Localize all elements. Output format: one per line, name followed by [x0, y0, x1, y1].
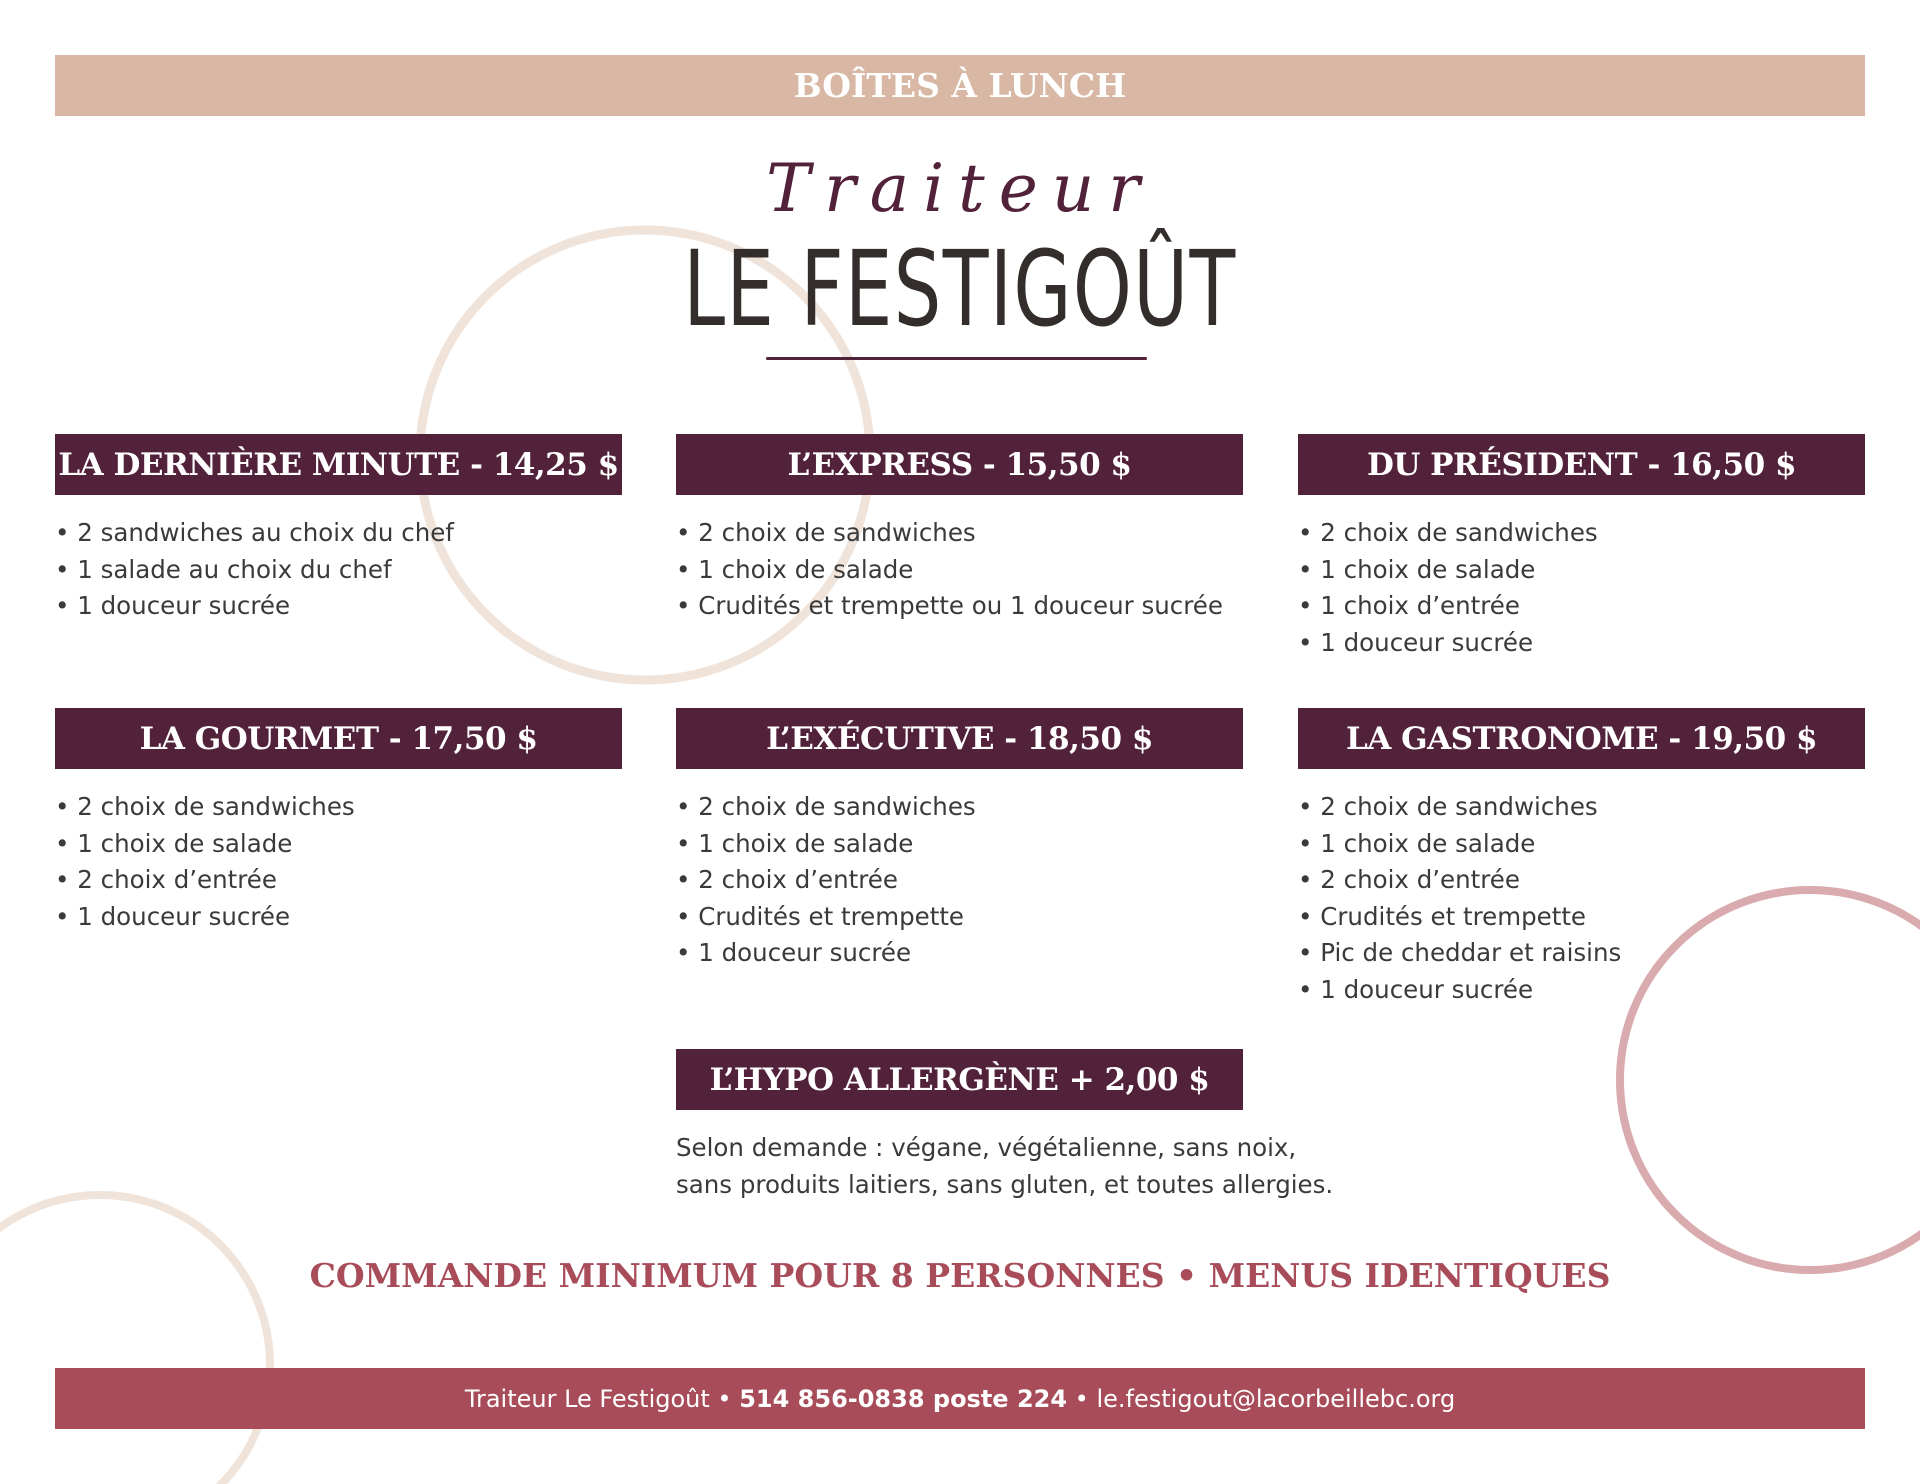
menu-items	[55, 789, 625, 935]
list-item: • 1 choix de salade	[676, 826, 1246, 863]
menu-items	[676, 789, 1246, 972]
separator: •	[1067, 1384, 1097, 1413]
list-item: • Crudités et trempette	[676, 899, 1246, 936]
list-item: • 2 choix de sandwiches	[1298, 515, 1868, 552]
list-item: • Pic de cheddar et raisins	[1298, 935, 1868, 972]
menu-header: LA GASTRONOME - 19,50 $	[1298, 708, 1865, 769]
list-item: • 1 choix de salade	[676, 552, 1246, 589]
list-item: • 1 douceur sucrée	[676, 935, 1246, 972]
list-item: • 1 douceur sucrée	[1298, 625, 1868, 662]
menu-items	[676, 515, 1246, 625]
hypo-description	[676, 1130, 1333, 1203]
list-item: • 2 choix d’entrée	[55, 862, 625, 899]
section-banner: BOÎTES À LUNCH	[55, 55, 1865, 116]
list-item: • 1 douceur sucrée	[1298, 972, 1868, 1009]
list-item: • 2 sandwiches au choix du chef	[55, 515, 625, 552]
menu-items	[55, 515, 625, 625]
footer-email[interactable]: le.festigout@lacorbeillebc.org	[1096, 1384, 1456, 1413]
list-item: • 2 choix d’entrée	[676, 862, 1246, 899]
list-item: • Crudités et trempette ou 1 douceur sucrée	[676, 588, 1246, 625]
logo-underline	[766, 357, 1147, 360]
menu-header: L’EXPRESS - 15,50 $	[676, 434, 1243, 495]
list-item: • 2 choix de sandwiches	[55, 789, 625, 826]
list-item: • Crudités et trempette	[1298, 899, 1868, 936]
list-item: • 2 choix de sandwiches	[676, 515, 1246, 552]
separator: •	[709, 1384, 740, 1413]
hypo-line: Selon demande : végane, végétalienne, sans noix,	[676, 1133, 1297, 1162]
list-item: • 2 choix de sandwiches	[676, 789, 1246, 826]
menu-items	[1298, 789, 1868, 1008]
footer-name: Traiteur Le Festigoût	[464, 1384, 710, 1413]
list-item: • 1 douceur sucrée	[55, 899, 625, 936]
logo-name: LE FESTIGOÛT	[683, 228, 1237, 350]
list-item: • 1 douceur sucrée	[55, 588, 625, 625]
menu-items	[1298, 515, 1868, 661]
minimum-order-note: COMMANDE MINIMUM POUR 8 PERSONNES • MENUS IDENTIQUES	[309, 1256, 1611, 1295]
footer-phone[interactable]: 514 856-0838 poste 224	[739, 1384, 1068, 1413]
list-item: • 2 choix d’entrée	[1298, 862, 1868, 899]
hypo-line: sans produits laitiers, sans gluten, et toutes allergies.	[676, 1169, 1334, 1199]
list-item: • 1 choix de salade	[1298, 552, 1868, 589]
list-item: • 1 choix de salade	[55, 826, 625, 863]
list-item: • 1 choix d’entrée	[1298, 588, 1868, 625]
hypo-header: L’HYPO ALLERGÈNE + 2,00 $	[676, 1049, 1243, 1110]
list-item: • 2 choix de sandwiches	[1298, 789, 1868, 826]
stain-ring	[0, 1195, 270, 1484]
list-item: • 1 choix de salade	[1298, 826, 1868, 863]
list-item: • 1 salade au choix du chef	[55, 552, 625, 589]
menu-header: L’EXÉCUTIVE - 18,50 $	[676, 708, 1243, 769]
menu-header: DU PRÉSIDENT - 16,50 $	[1298, 434, 1865, 495]
menu-header: LA DERNIÈRE MINUTE - 14,25 $	[55, 434, 622, 495]
footer-bar	[55, 1368, 1865, 1429]
logo-script: Traiteur	[766, 150, 1154, 227]
menu-header: LA GOURMET - 17,50 $	[55, 708, 622, 769]
